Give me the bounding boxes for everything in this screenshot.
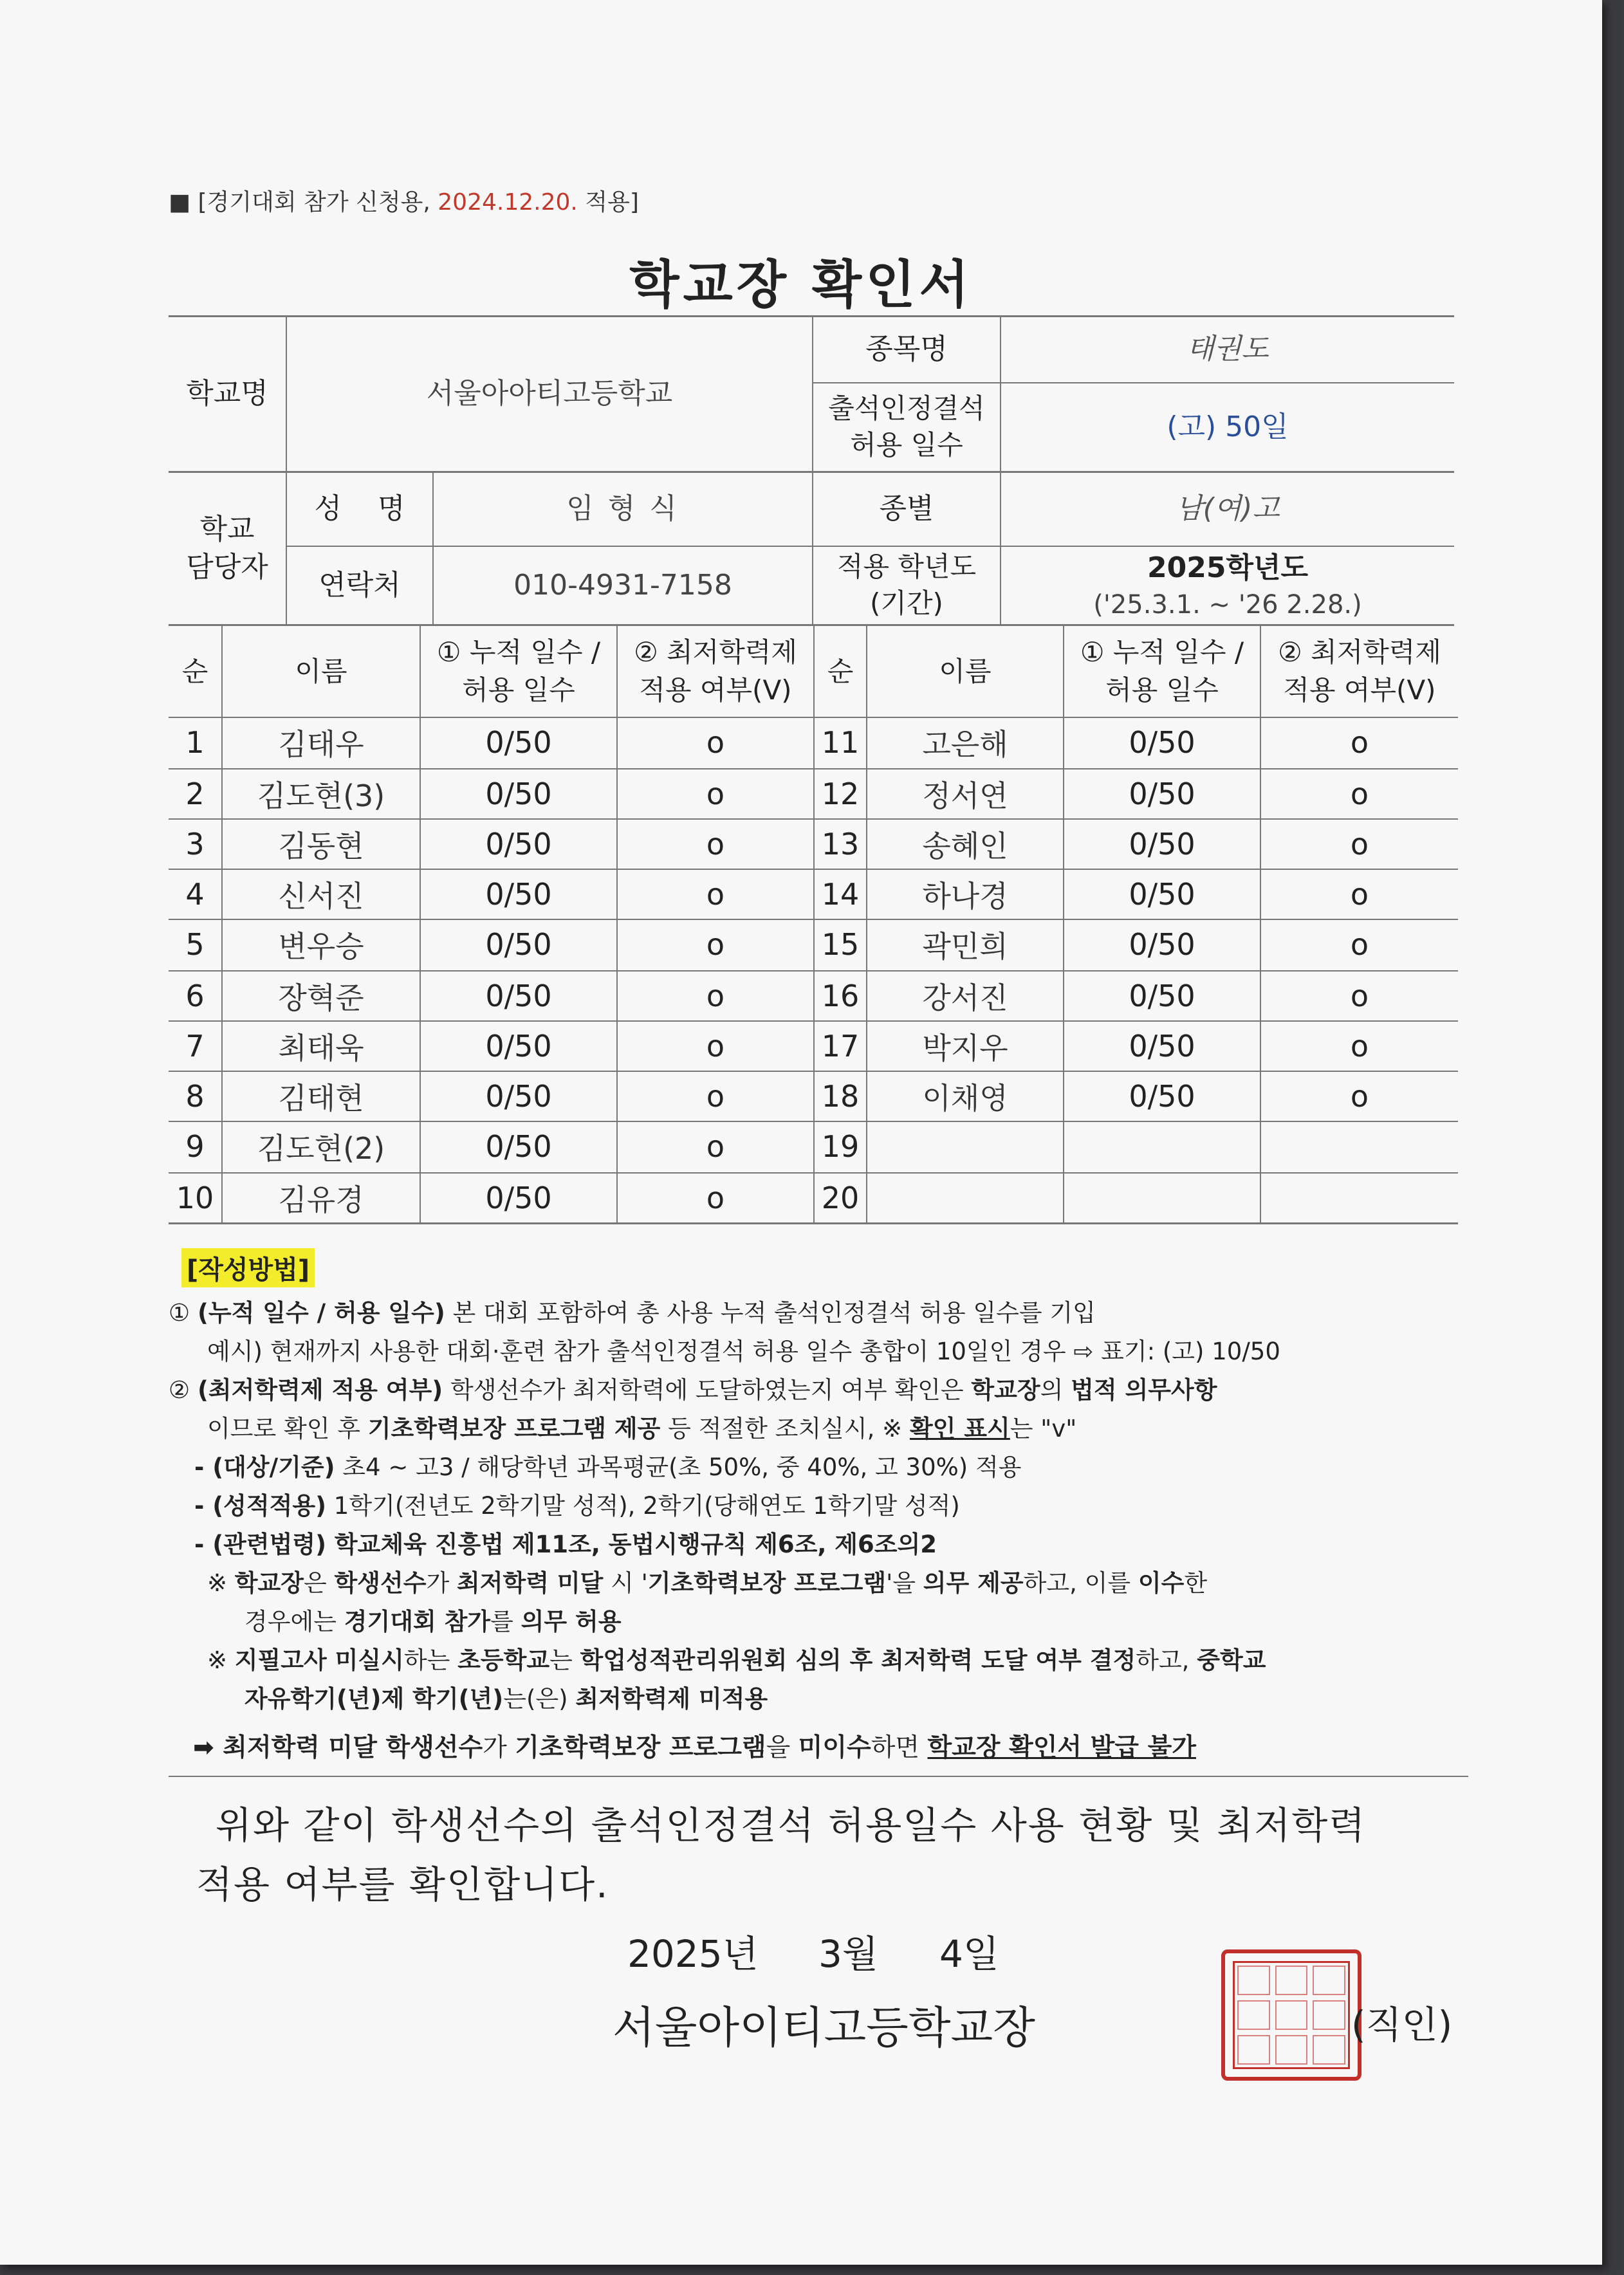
roster-right-no: 13 xyxy=(821,827,860,861)
method-line-2: 예시) 현재까지 사용한 대회·훈련 참가 출석인정결석 허용 일수 총합이 10일인 경우 ⇨ 표기: (고) 10/50 xyxy=(207,1338,1280,1365)
roster-left-days: 0/50 xyxy=(485,777,552,811)
roster-left-name: 김동현 xyxy=(278,829,364,863)
method-line-3: ② (최저학력제 적용 여부) 학생선수가 최저학력에 도달하였는지 여부 확인은 학교장의 법적 의무사항 xyxy=(169,1376,1217,1404)
roster-right-name: 강서진 xyxy=(922,981,1008,1015)
year-period: ('25.3.1. ~ '26 2.28.) xyxy=(1093,589,1362,620)
header-days-right: ① 누적 일수 / 허용 일수 xyxy=(1080,636,1244,706)
date-day: 4일 xyxy=(939,1932,999,1976)
header-applied-left: ② 최저학력제 적용 여부(V) xyxy=(634,636,797,706)
document-title: 학교장 확인서 xyxy=(629,255,973,315)
method-line-1: ① (누적 일수 / 허용 일수) 본 대회 포함하여 총 사용 누적 출석인정결석 허용 일수를 기입 xyxy=(169,1299,1096,1327)
roster-left-no: 6 xyxy=(185,979,205,1013)
header-no-right: 순 xyxy=(827,655,854,687)
roster-right-name: 고은해 xyxy=(922,727,1008,762)
roster-right-days xyxy=(1064,1122,1260,1171)
roster-left-no: 9 xyxy=(185,1129,205,1164)
header-days-left: ① 누적 일수 / 허용 일수 xyxy=(436,636,601,706)
roster-right-name: 이채영 xyxy=(922,1081,1008,1116)
sport-label: 종목명 xyxy=(865,333,948,366)
roster-right-no: 14 xyxy=(821,877,860,912)
roster-left-name: 신서진 xyxy=(278,879,364,914)
manager-label: 학교 담당자 xyxy=(186,512,268,584)
roster-right-applied: o xyxy=(1350,827,1369,861)
roster-left-name: 장혁준 xyxy=(278,981,364,1015)
roster-left-applied: o xyxy=(706,827,725,861)
roster-left-days: 0/50 xyxy=(485,979,552,1013)
roster-left-no: 1 xyxy=(185,725,205,760)
person-name-value: 임 형 식 xyxy=(566,492,679,526)
roster-right-name xyxy=(867,1122,1063,1171)
year-label: 적용 학년도 (기간) xyxy=(836,551,977,619)
roster-right-applied: o xyxy=(1350,1029,1369,1064)
roster-right-name xyxy=(867,1174,1063,1222)
roster-left-applied: o xyxy=(706,777,725,811)
roster-left-applied: o xyxy=(706,1079,725,1114)
roster-right-applied: o xyxy=(1350,725,1369,760)
roster-right-no: 11 xyxy=(821,725,860,760)
roster-left-days: 0/50 xyxy=(485,1129,552,1164)
roster-left-name: 김도현(2) xyxy=(257,1131,385,1166)
date-month: 3월 xyxy=(818,1932,878,1976)
header-name-right: 이름 xyxy=(939,655,992,687)
method-line-5: - (대상/기준) 초4 ~ 고3 / 해당학년 과목평균(초 50%, 중 40%, 고 30%) 적용 xyxy=(194,1453,1022,1481)
method-line-8: ※ 학교장은 학생선수가 최저학력 미달 시 '기초학력보장 프로그램'을 의무 제공하고, 이를 이수한 xyxy=(207,1569,1208,1597)
roster-right-applied: o xyxy=(1350,777,1369,811)
roster-right-days: 0/50 xyxy=(1129,827,1195,861)
divider xyxy=(169,1776,1468,1777)
roster-left-no: 10 xyxy=(176,1181,214,1215)
roster-right-applied: o xyxy=(1350,927,1369,962)
person-name-label: 성 명 xyxy=(314,492,405,526)
method-line-9: 경우에는 경기대회 참가를 의무 허용 xyxy=(245,1608,622,1635)
roster-left-name: 김유경 xyxy=(278,1183,364,1217)
contact-label: 연락처 xyxy=(318,569,401,602)
roster-right-no: 12 xyxy=(821,777,860,811)
roster-left-no: 5 xyxy=(185,927,205,962)
roster-left-days: 0/50 xyxy=(485,827,552,861)
header-note: ■ [경기대회 참가 신청용, 2024.12.20. 적용] xyxy=(169,189,639,216)
roster-right-applied: o xyxy=(1350,877,1369,912)
contact-value: 010-4931-7158 xyxy=(513,569,732,602)
roster-left-name: 김도현(3) xyxy=(257,778,385,813)
roster-right-no: 15 xyxy=(821,927,860,962)
roster-right-applied: o xyxy=(1350,1079,1369,1114)
roster-left-days: 0/50 xyxy=(485,927,552,962)
header-note-date: 2024.12.20. xyxy=(438,189,578,216)
roster-right-days: 0/50 xyxy=(1129,777,1195,811)
roster-left-applied: o xyxy=(706,1181,725,1215)
gender-label: 종별 xyxy=(879,492,934,526)
roster-left-applied: o xyxy=(706,1129,725,1164)
roster-left-applied: o xyxy=(706,979,725,1013)
roster-right-name: 박지우 xyxy=(922,1031,1008,1065)
gender-value: 남(여)고 xyxy=(1176,492,1280,526)
roster-right-name: 하나경 xyxy=(922,879,1008,914)
roster-right-days: 0/50 xyxy=(1129,1079,1195,1114)
year-cell xyxy=(1001,547,1454,624)
roster-left-no: 2 xyxy=(185,777,205,811)
seal-label: (직인) xyxy=(1351,2003,1453,2047)
statement-line-1: 위와 같이 학생선수의 출석인정결석 허용일수 사용 현황 및 최저학력 xyxy=(216,1803,1367,1847)
roster-right-applied xyxy=(1261,1174,1458,1222)
roster-right-days xyxy=(1064,1174,1260,1222)
arrow-icon: ➡ xyxy=(193,1733,214,1762)
roster-right-no: 20 xyxy=(821,1181,860,1215)
roster-right-no: 17 xyxy=(821,1029,860,1064)
roster-right-applied xyxy=(1261,1122,1458,1171)
method-line-6: - (성적적용) 1학기(전년도 2학기말 성적), 2학기(당해연도 1학기말 성적) xyxy=(194,1492,960,1520)
roster-right-days: 0/50 xyxy=(1129,979,1195,1013)
allowance-label: 출석인정결석 허용 일수 xyxy=(828,392,985,461)
method-line-11: 자유학기(년)제 학기(년)는(은) 최저학력제 미적용 xyxy=(245,1685,768,1713)
roster-left-name: 최태욱 xyxy=(278,1031,364,1065)
date-year: 2025년 xyxy=(627,1932,759,1976)
roster-right-no: 16 xyxy=(821,979,860,1013)
roster-right-no: 19 xyxy=(821,1129,860,1164)
roster-right-days: 0/50 xyxy=(1129,1029,1195,1064)
roster-left-no: 7 xyxy=(185,1029,205,1064)
method-tag: [작성방법] xyxy=(181,1248,315,1287)
roster-left-no: 3 xyxy=(185,827,205,861)
roster-left-no: 8 xyxy=(185,1079,205,1114)
roster-left-name: 김태현 xyxy=(278,1081,364,1116)
roster-left-name: 김태우 xyxy=(278,727,364,762)
roster-left-days: 0/50 xyxy=(485,725,552,760)
roster-right-name: 송혜인 xyxy=(922,829,1008,863)
roster-right-name: 정서연 xyxy=(922,778,1008,813)
school-name-value: 서울아아티고등학교 xyxy=(426,377,673,410)
header-applied-right: ② 최저학력제 적용 여부(V) xyxy=(1278,636,1441,706)
allowance-value: (고) 50일 xyxy=(1167,410,1289,444)
roster-right-days: 0/50 xyxy=(1129,725,1195,760)
official-seal-stamp xyxy=(1221,1949,1361,2081)
roster-right-days: 0/50 xyxy=(1129,877,1195,912)
principal-name: 서울아이티고등학교장 xyxy=(613,2003,1035,2054)
school-name-label: 학교명 xyxy=(186,377,268,410)
roster-right-name: 곽민희 xyxy=(922,929,1008,964)
final-notice: ➡ 최저학력 미달 학생선수가 기초학력보장 프로그램을 미이수하면 학교장 확인서 발급 불가 xyxy=(193,1733,1196,1762)
roster-left-name: 변우승 xyxy=(278,929,364,964)
header-name-left: 이름 xyxy=(295,655,347,687)
roster-left-days: 0/50 xyxy=(485,1029,552,1064)
roster-right-no: 18 xyxy=(821,1079,860,1114)
roster-left-no: 4 xyxy=(185,877,205,912)
roster-left-days: 0/50 xyxy=(485,1181,552,1215)
method-line-7: - (관련법령) 학교체육 진흥법 제11조, 동법시행규칙 제6조, 제6조의2 xyxy=(194,1531,937,1558)
roster-right-days: 0/50 xyxy=(1129,927,1195,962)
sport-value: 태권도 xyxy=(1186,333,1269,366)
roster-left-applied: o xyxy=(706,1029,725,1064)
statement-line-2: 적용 여부를 확인합니다. xyxy=(196,1863,609,1906)
header-no-left: 순 xyxy=(181,655,208,687)
roster-left-days: 0/50 xyxy=(485,1079,552,1114)
roster-left-applied: o xyxy=(706,927,725,962)
year-value: 2025학년도 xyxy=(1147,551,1308,585)
roster-left-applied: o xyxy=(706,877,725,912)
roster-right-applied: o xyxy=(1350,979,1369,1013)
method-line-10: ※ 지필고사 미실시하는 초등학교는 학업성적관리위원회 심의 후 최저학력 도달 여부 결정하고, 중학교 xyxy=(207,1646,1266,1674)
method-line-4: 이므로 확인 후 기초학력보장 프로그램 제공 등 적절한 조치실시, ※ 확인 표시는 "v" xyxy=(207,1415,1077,1442)
roster-left-days: 0/50 xyxy=(485,877,552,912)
roster-left-applied: o xyxy=(706,725,725,760)
